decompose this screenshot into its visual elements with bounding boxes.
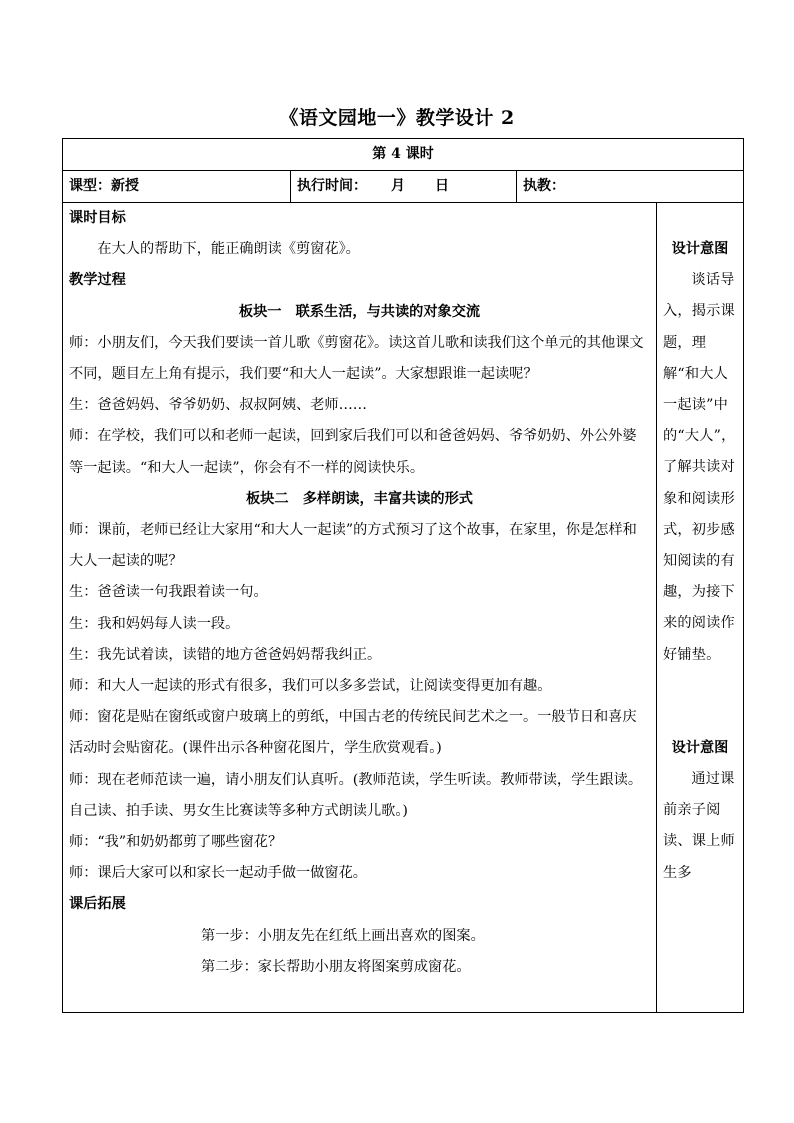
section-2-title: 板块二 多样朗读，丰富共读的形式: [245, 490, 473, 507]
extension-step-2: 第二步：家长帮助小朋友将图案剪成窗花。: [201, 958, 471, 975]
section-2-paragraph: 生：我先试着读，读错的地方爸爸妈妈帮我纠正。: [69, 646, 382, 663]
section-2-paragraph: 生：爸爸读一句我跟着读一句。: [69, 584, 268, 601]
lesson-plan-table: [62, 138, 744, 1013]
course-type-cell: [63, 171, 291, 202]
section-2-paragraph: 师：现在老师范读一遍，请小朋友们认真听。(教师范读，学生听读。教师带读，学生跟读。自己读、拍手读、男女生比赛读等多种方式朗读儿歌。): [69, 771, 643, 819]
section-1-paragraph: 师：在学校，我们可以和老师一起读，回到家后我们可以和爸爸妈妈、爷爷奶奶、外公外婆等一起读。“和大人一起读”，你会有不一样的阅读快乐。: [69, 428, 637, 476]
design-intent-text-1: 谈话导入，揭示课题，理解“和大人一起读”中的“大人”，了解共读对象和阅读形式，初步感知阅读的有趣，为接下来的阅读作好铺垫。: [663, 272, 736, 663]
exec-time-cell: [291, 171, 517, 202]
goal-heading: 课时目标: [69, 210, 126, 226]
teacher-cell: [517, 171, 743, 202]
design-intent-cell: [657, 203, 743, 1012]
section-2-paragraph: 师：课前，老师已经让大家用“和大人一起读”的方式预习了这个故事，在家里，你是怎样和大人一起读的呢？: [69, 522, 637, 570]
extension-heading: 课后拓展: [69, 896, 126, 913]
teacher-label: 执教：: [523, 178, 565, 194]
design-intent-text-2: 通过课前亲子阅读、课上师生多: [663, 771, 735, 881]
exec-time-label: 执行时间：: [297, 178, 367, 194]
exec-day: 日: [435, 178, 449, 194]
course-type: 课型：新授: [69, 178, 139, 194]
main-content-cell: [63, 203, 657, 1012]
design-intent-heading-2: 设计意图: [671, 739, 729, 756]
extension-step-1: 第一步：小朋友先在红纸上画出喜欢的图案。: [201, 927, 485, 944]
section-2-paragraph: 师：窗花是贴在窗纸或窗户玻璃上的剪纸，中国古老的传统民间艺术之一。一般节日和喜庆活动时会贴窗花。(课件出示各种窗花图片，学生欣赏观看。): [69, 709, 637, 757]
section-1-paragraph: 生：爸爸妈妈、爷爷奶奶、叔叔阿姨、老师……: [69, 397, 367, 414]
goal-text: 在大人的帮助下，能正确朗读《剪窗花》。: [97, 241, 360, 258]
section-1-title: 板块一 联系生活，与共读的对象交流: [238, 303, 481, 320]
lesson-period: 第 4 课时: [372, 146, 434, 162]
section-1-paragraph: 师：小朋友们，今天我们要读一首儿歌《剪窗花》。读这首儿歌和读我们这个单元的其他课文不同，题目左上角有提示，我们要“和大人一起读”。大家想跟谁一起读呢？: [69, 334, 644, 383]
design-intent-heading-1: 设计意图: [671, 241, 729, 257]
lesson-period-row: [63, 139, 743, 171]
info-row: [63, 171, 743, 203]
section-2-paragraph: 师：和大人一起读的形式有很多，我们可以多多尝试，让阅读变得更加有趣。: [69, 678, 552, 695]
document-title: 《语文园地一》教学设计 2: [279, 107, 515, 129]
section-2-paragraph: 师：“我”和奶奶都剪了哪些窗花？: [69, 834, 283, 851]
section-2-paragraph: 生：我和妈妈每人读一段。: [69, 615, 240, 632]
exec-month: 月: [391, 178, 405, 194]
process-heading: 教学过程: [69, 272, 126, 289]
section-2-paragraph: 师：课后大家可以和家长一起动手做一做窗花。: [69, 865, 367, 882]
